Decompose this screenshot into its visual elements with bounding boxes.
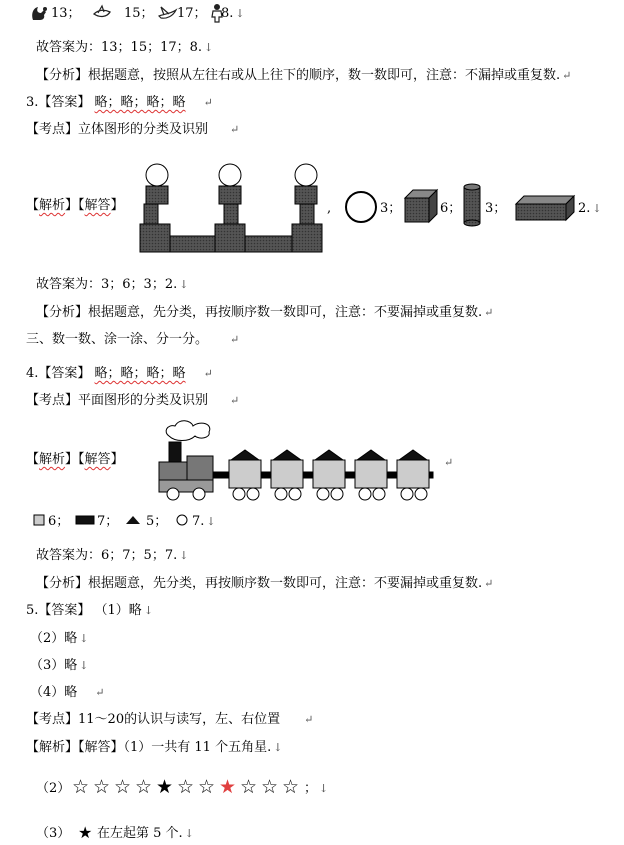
q5-solution-1: 【解析】【解答】（1）一共有 11 个五角星. ↓ [26, 740, 283, 755]
count-circle: 7. ↓ [192, 514, 216, 529]
star-3: ☆ [114, 776, 132, 798]
q5-solution-3-label: （3） [36, 826, 71, 841]
cylinder-icon [462, 182, 482, 228]
count-bird: 15； [124, 6, 154, 21]
analysis-line-3: 【分析】根据题意，先分类，再按顺序数一数即可，注意：不要漏掉或重复数. ↵ [36, 576, 494, 591]
count-squirrel: 13； [51, 6, 81, 21]
cuboid-icon [514, 194, 576, 222]
analysis-line-2: 【分析】根据题意，先分类，再按顺序数一数即可，注意：不要漏掉或重复数. ↵ [36, 305, 494, 320]
q5-solution-2-label: （2） [36, 781, 71, 796]
bird-icon [92, 4, 114, 22]
star-row-end: ； ↓ [304, 781, 329, 796]
circle-icon [176, 514, 188, 526]
q5-answer-4: （4）略 ↵ [30, 685, 105, 700]
black-star-icon: ★ [78, 823, 93, 842]
q5-answer-3: （3）略 ↓ [30, 658, 89, 673]
answer-line-2: 故答案为：3；6；3；2. ↓ [36, 277, 189, 292]
q4-answer: 4.【答案】 略；略；略；略 ↵ [26, 366, 213, 381]
star-8: ★ [219, 776, 237, 798]
rectangle-icon [75, 515, 95, 525]
train-figure [155, 414, 437, 502]
pigeon-icon [157, 4, 179, 22]
count-cube: 6； [440, 201, 462, 216]
square-icon [33, 514, 45, 526]
star-row [72, 777, 312, 799]
answer-line-3: 故答案为：6；7；5；7. ↓ [36, 548, 189, 563]
q5-solution-3-text: 在左起第 5 个. ↓ [97, 826, 194, 841]
triangle-icon [125, 515, 141, 525]
solid-comma: , [327, 201, 332, 216]
q3-topic: 【考点】立体图形的分类及识别 ↵ [26, 122, 240, 137]
star-4: ☆ [135, 776, 153, 798]
q5-topic: 【考点】11～20的认识与读写，左、右位置 ↵ [26, 712, 314, 727]
star-9: ☆ [240, 776, 258, 798]
q3-answer: 3.【答案】 略；略；略；略 ↵ [26, 95, 213, 110]
answer-line-1: 故答案为：13；15；17；8. ↓ [36, 40, 214, 55]
star-7: ☆ [198, 776, 216, 798]
star-11: ☆ [282, 776, 300, 798]
count-sphere: 3； [380, 201, 402, 216]
section-three-heading: 三、数一数、涂一涂、分一分。 ↵ [26, 332, 240, 347]
star-1: ☆ [72, 776, 90, 798]
star-6: ☆ [177, 776, 195, 798]
analysis-line-1: 【分析】根据题意，按照从左往右或从上往下的顺序，数一数即可，注意：不漏掉或重复数. ↵ [36, 68, 572, 83]
count-rectangle: 7； [97, 514, 119, 529]
star-10: ☆ [261, 776, 279, 798]
squirrel-icon [30, 4, 50, 22]
star-5: ★ [156, 776, 174, 798]
q4-solution-label: 【解析】【解答】 [26, 452, 124, 467]
count-cuboid: 2. ↓ [578, 201, 602, 216]
q4-topic: 【考点】平面图形的分类及识别 ↵ [26, 393, 240, 408]
count-child: 8. ↓ [221, 6, 245, 21]
train-return-mark: ↵ [444, 456, 454, 469]
count-pigeon: 17； [177, 6, 207, 21]
q5-answer: 5.【答案】 （1）略 ↓ [26, 603, 154, 618]
q3-solution-label: 【解析】【解答】 [26, 198, 124, 213]
sphere-icon [344, 190, 378, 224]
count-triangle: 5； [146, 514, 168, 529]
block-structure-figure [136, 158, 328, 254]
star-2: ☆ [93, 776, 111, 798]
count-cylinder: 3； [485, 201, 507, 216]
cube-icon [403, 188, 439, 224]
q5-answer-2: （2）略 ↓ [30, 631, 89, 646]
count-square: 6； [48, 514, 70, 529]
